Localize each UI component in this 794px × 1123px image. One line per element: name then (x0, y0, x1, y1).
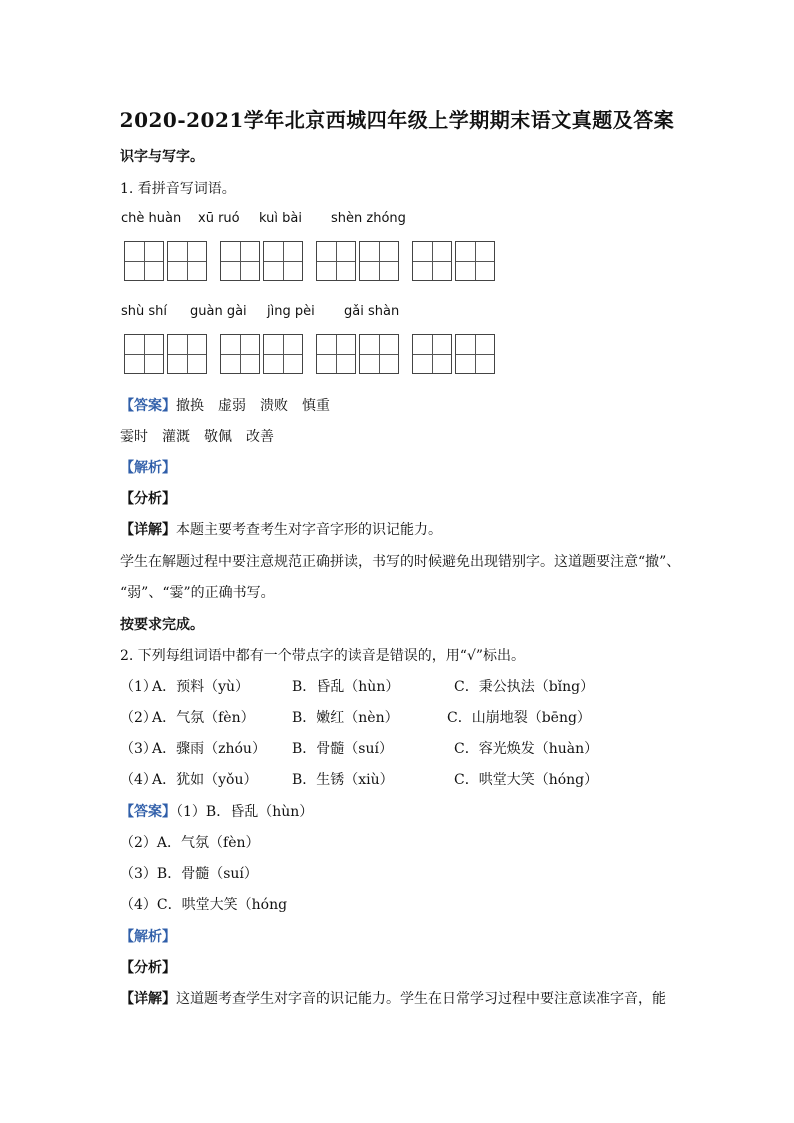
pinyin-3: kuì bài (259, 211, 302, 226)
writing-grid-7[interactable] (316, 334, 399, 374)
option-row-2-a[interactable]: A．气氛（fèn） (152, 710, 255, 726)
option-row-1-b[interactable]: B．昏乱（hùn） (292, 679, 400, 695)
page-title: 2020-2021学年北京西城四年级上学期期末语文真题及答案 (119, 108, 675, 132)
fenxi-tag-2: 【分析】 (120, 960, 176, 976)
answer-2-line-2: （2）A．气氛（fèn） (120, 835, 260, 851)
option-row-4-c[interactable]: C．哄堂大笑（hóng） (454, 772, 599, 788)
section-heading-2: 按要求完成。 (120, 617, 204, 633)
jiexi-tag-2: 【解析】 (120, 929, 176, 945)
section-heading-1: 识字与写字。 (120, 149, 204, 165)
explanation-para-1: 学生在解题过程中要注意规范正确拼读，书写的时候避免出现错别字。这道题要注意“撤”、 (120, 554, 681, 570)
question-1-prompt: 1. 看拼音写词语。 (120, 181, 236, 197)
writing-grid-5[interactable] (124, 334, 207, 374)
answer-1-line-1 (120, 395, 330, 415)
fenxi-tag-1: 【分析】 (120, 491, 176, 507)
writing-grid-2[interactable] (220, 241, 303, 281)
pinyin-5: shù shí (121, 304, 168, 319)
option-row-3-a[interactable]: A．骤雨（zhóu） (152, 741, 266, 757)
writing-grid-3[interactable] (316, 241, 399, 281)
option-row-2-c[interactable]: C．山崩地裂（bēng） (447, 710, 591, 726)
detail-text: 本题主要考查考生对字音字形的识记能力。 (176, 522, 442, 538)
answer-tag: 【答案】 (120, 398, 176, 414)
detail-tag: 【详解】 (120, 522, 176, 538)
writing-grid-6[interactable] (220, 334, 303, 374)
answer-2-line-3: （3）B．骨髓（suí） (120, 866, 258, 882)
answer-text: 撤换 虚弱 溃败 慎重 (176, 398, 330, 414)
writing-grid-4[interactable] (412, 241, 495, 281)
pinyin-7: jìng pèi (267, 304, 315, 319)
option-row-2-num: （2） (120, 710, 157, 726)
pinyin-4: shèn zhóng (331, 211, 406, 226)
option-row-3-b[interactable]: B．骨髓（suí） (292, 741, 393, 757)
explanation-para-2: “弱”、“霎”的正确书写。 (120, 585, 275, 601)
answer-2-line-1 (120, 801, 313, 821)
answer-tag: 【答案】 (120, 804, 176, 820)
answer-text: （1）B．昏乱（hùn） (176, 804, 314, 820)
pinyin-6: guàn gài (190, 304, 247, 319)
answer-1-line-2: 霎时 灌溉 敬佩 改善 (120, 429, 274, 445)
option-row-4-b[interactable]: B．生锈（xiù） (292, 772, 394, 788)
pinyin-2: xū ruó (198, 211, 240, 226)
pinyin-8: gǎi shàn (344, 304, 400, 319)
question-2-prompt: 2. 下列每组词语中都有一个带点字的读音是错误的，用“√”标出。 (120, 648, 526, 664)
option-row-1-a[interactable]: A．预料（yù） (152, 679, 250, 695)
option-row-4-a[interactable]: A．犹如（yǒu） (152, 772, 258, 788)
option-row-3-c[interactable]: C．容光焕发（huàn） (454, 741, 599, 757)
pinyin-1: chè huàn (121, 211, 182, 226)
detail-2 (120, 988, 666, 1008)
writing-grid-8[interactable] (412, 334, 495, 374)
option-row-1-num: （1） (120, 679, 157, 695)
detail-text: 这道题考查学生对字音的识记能力。学生在日常学习过程中要注意读准字音，能 (176, 991, 666, 1007)
option-row-3-num: （3） (120, 741, 157, 757)
answer-2-line-4: （4）C．哄堂大笑（hóng (120, 897, 288, 913)
writing-grid-1[interactable] (124, 241, 207, 281)
detail-1 (120, 519, 442, 539)
jiexi-tag-1: 【解析】 (120, 460, 176, 476)
option-row-1-c[interactable]: C．秉公执法（bǐng） (454, 679, 595, 695)
option-row-2-b[interactable]: B．嫩红（nèn） (292, 710, 399, 726)
option-row-4-num: （4） (120, 772, 157, 788)
detail-tag: 【详解】 (120, 991, 176, 1007)
